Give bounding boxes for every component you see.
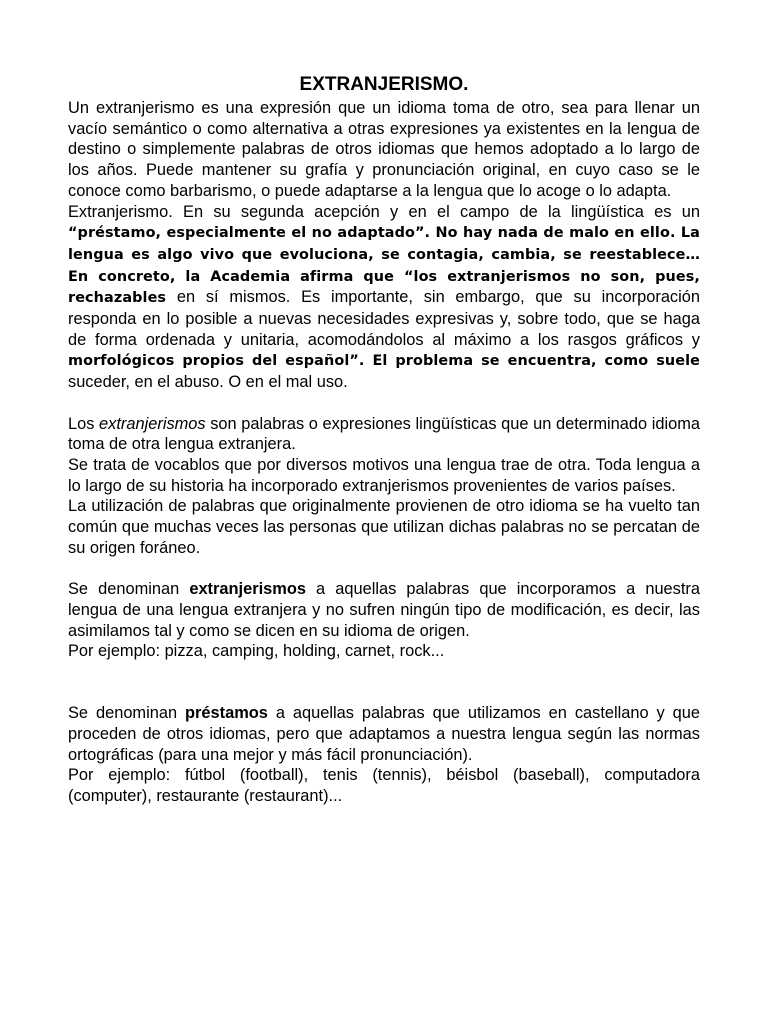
paragraph-ejemplo-prestamos: Por ejemplo: fútbol (football), tenis (tennis), béisbol (baseball), computadora (computer), restaurante (restaurant)... (68, 766, 700, 806)
paragraph-se-denominan-extranjerismos (68, 579, 700, 641)
paragraph-vocablos: Se trata de vocablos que por diversos motivos una lengua trae de otra. Toda lengua a lo largo de su historia ha incorporado extranjerismos provenientes de varios países. (68, 455, 700, 495)
spacer (68, 393, 700, 414)
paragraph-utilizacion: La utilización de palabras que originalmente provienen de otro idioma se ha vuelto tan común que muchas veces las personas que utilizan dichas palabras no se percatan de su origen foráneo. (68, 497, 700, 557)
los-extranjerismos-body: son palabras o expresiones lingüísticas que un determinado idioma toma de otra lengua extranjera. (68, 414, 700, 454)
paragraph-second-meaning (68, 202, 700, 393)
paragraph-se-denominan-prestamos (68, 703, 700, 765)
document-title: EXTRANJERISMO. (299, 74, 469, 95)
prestamos-bold: préstamos (185, 704, 268, 723)
extranjerismos-italic: extranjerismos (99, 414, 206, 433)
paragraph-ejemplo-extranjerismos: Por ejemplo: pizza, camping, holding, carnet, rock... (68, 642, 445, 661)
quote-morfologicos-bold: morfológicos propios del español”. El problema se encuentra, como suele (68, 353, 700, 370)
spacer (68, 558, 700, 579)
paragraph-definition: Un extranjerismo es una expresión que un idioma toma de otro, sea para llenar un vacío semántico o como alternativa a otras expresiones ya existentes en la lengua de destino o simplemente palabras de otros idiomas que hemos adoptado a lo largo de los años. Puede mantener su grafía y pronunciación original, en cuyo caso se le conoce como barbarismo, o puede adaptarse a la lengua que lo acoge o lo adapta. (68, 99, 700, 200)
second-meaning-intro: Extranjerismo. En su segunda acepción y en el campo de la lingüística es un (68, 202, 700, 221)
document-page (68, 72, 700, 807)
prestamos-definition: a aquellas palabras que utilizamos en castellano y que proceden de otros idiomas, pero que adaptamos a nuestra lengua según las normas ortográficas (para una mejor y más fácil pronunciación). (68, 704, 701, 764)
spacer (68, 662, 700, 703)
second-meaning-end: suceder, en el abuso. O en el mal uso. (68, 373, 348, 392)
quote-prestamo-bold: “préstamo, especialmente el no adaptado”. No hay nada de malo en ello. La lengua es algo vivo que evoluciona, se contagia, cambia, se reestablece… En concreto, la Academia afirma que “los extranjerismos no son, pues, rechazables (68, 225, 700, 307)
second-meaning-body: en sí mismos. Es importante, sin embargo, que su incorporación responda en lo posible a nuevas necesidades expresivas y, sobre todo, que se haga de forma ordenada y unitaria, acomodándolos al máximo a los rasgos gráficos y (68, 288, 700, 349)
paragraph-los-extranjerismos (68, 414, 700, 455)
extranjerismos-definition: a aquellas palabras que incorporamos a nuestra lengua de una lengua extranjera y no sufren ningún tipo de modificación, es decir, las asimilamos tal y como se dicen en su idioma de origen. (68, 580, 700, 640)
se-denominan-text: Se denominan (68, 580, 190, 599)
los-text: Los (68, 414, 100, 433)
extranjerismos-bold: extranjerismos (189, 580, 306, 599)
se-denominan-text-2: Se denominan (68, 704, 185, 723)
